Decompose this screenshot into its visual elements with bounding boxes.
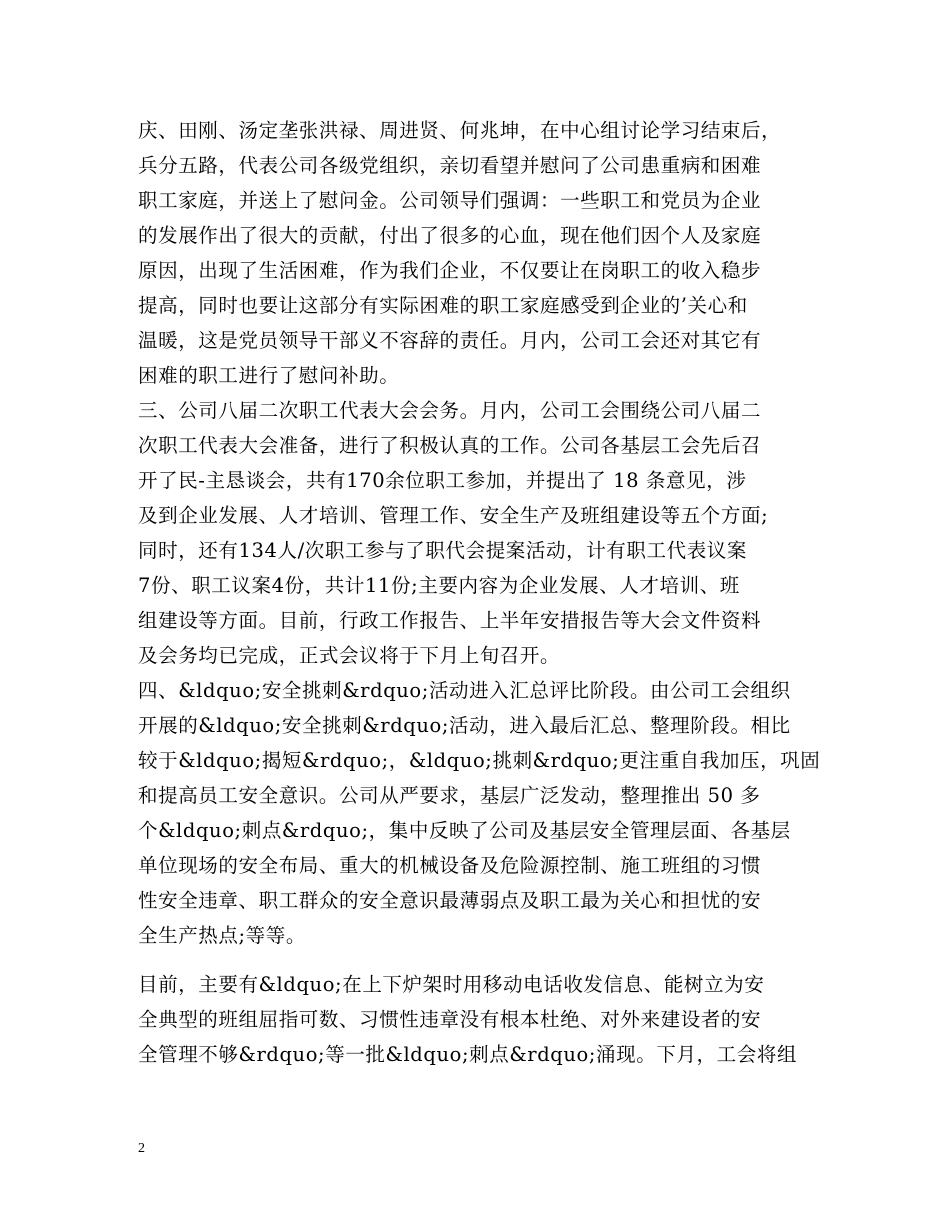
text-line: 全生产热点;等等。 xyxy=(138,924,306,947)
text-line: 的发展作出了很大的贡献，付出了很多的心血，现在他们因个人及家庭 xyxy=(138,224,762,247)
text-line: 组建设等方面。目前，行政工作报告、上半年安措报告等大会文件资料 xyxy=(138,609,762,632)
text-line: 兵分五路，代表公司各级党组织，亲切看望并慰问了公司患重病和困难 xyxy=(138,154,762,177)
text-line: 庆、田刚、汤定垄张洪禄、周进贤、何兆坤，在中心组讨论学习结束后， xyxy=(138,119,782,142)
text-line: 同时，还有134人/次职工参与了职代会提案活动，计有职工代表议案 xyxy=(138,539,747,562)
text-line: 目前，主要有&ldquo;在上下炉架时用移动电话收发信息、能树立为安 xyxy=(138,973,765,996)
text-line: 困难的职工进行了慰问补助。 xyxy=(138,364,400,387)
text-line: 温暖，这是党员领导干部义不容辞的责任。月内，公司工会还对其它有 xyxy=(138,329,762,352)
text-line: 全典型的班组屈指可数、习惯性违章没有根本杜绝、对外来建设者的安 xyxy=(138,1008,762,1031)
text-line: 7份、职工议案4份，共计11份;主要内容为企业发展、人才培训、班 xyxy=(138,574,740,597)
document-body xyxy=(138,113,821,1072)
text-line: 及到企业发展、人才培训、管理工作、安全生产及班组建设等五个方面; xyxy=(138,504,769,527)
text-line: 较于&ldquo;揭短&rdquo;，&ldquo;挑刺&rdquo;更注重自我加压，巩固 xyxy=(138,749,821,772)
text-line: 单位现场的安全布局、重大的机械设备及危险源控制、施工班组的习惯 xyxy=(138,854,762,877)
text-line: 开展的&ldquo;安全挑刺&rdquo;活动，进入最后汇总、整理阶段。相比 xyxy=(138,714,791,737)
text-line: 次职工代表大会准备，进行了积极认真的工作。公司各基层工会先后召 xyxy=(138,434,762,457)
text-line: 全管理不够&rdquo;等一批&ldquo;刺点&rdquo;涌现。下月，工会将组 xyxy=(138,1043,798,1066)
text-line: 提高，同时也要让这部分有实际困难的职工家庭感受到企业的’关心和 xyxy=(138,294,748,317)
text-line: 三、公司八届二次职工代表大会会务。月内，公司工会围绕公司八届二 xyxy=(138,399,762,422)
text-line: 及会务均已完成，正式会议将于下月上旬召开。 xyxy=(138,644,561,667)
paragraph-gap xyxy=(138,953,818,967)
text-line: 和提高员工安全意识。公司从严要求，基层广泛发动，整理推出 50 多 xyxy=(138,784,761,807)
text-line: 开了民-主恳谈会，共有170余位职工参加，并提出了 18 条意见，涉 xyxy=(138,469,747,492)
text-line: 性安全违章、职工群众的安全意识最薄弱点及职工最为关心和担忧的安 xyxy=(138,889,762,912)
text-line: 原因，出现了生活困难，作为我们企业，不仅要让在岗职工的收入稳步 xyxy=(138,259,762,282)
text-line: 四、&ldquo;安全挑刺&rdquo;活动进入汇总评比阶段。由公司工会组织 xyxy=(138,679,791,702)
text-line: 职工家庭，并送上了慰问金。公司领导们强调：一些职工和党员为企业 xyxy=(138,189,762,212)
text-line: 个&ldquo;刺点&rdquo;，集中反映了公司及基层安全管理层面、各基层 xyxy=(138,819,791,842)
page-number: 2 xyxy=(138,1141,145,1156)
